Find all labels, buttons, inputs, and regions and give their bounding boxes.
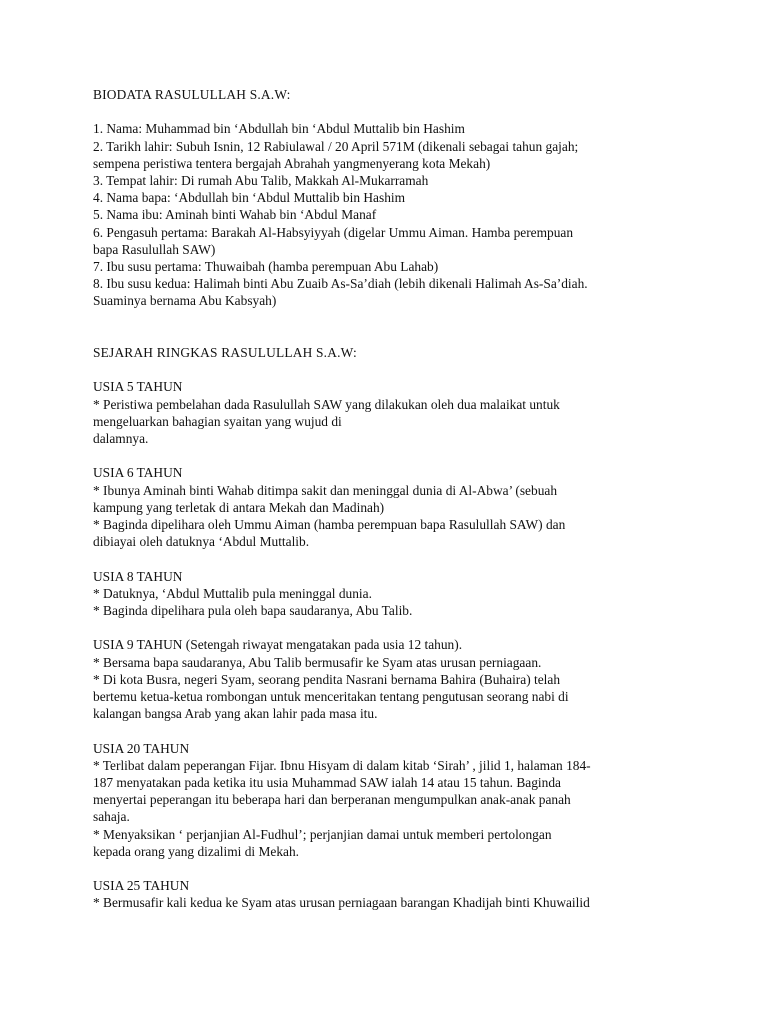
age-block-25 [93,877,733,911]
age-line: * Baginda dipelihara pula oleh bapa saudaranya, Abu Talib. [93,603,413,619]
age-title: USIA 20 TAHUN [93,740,190,756]
age-line: menyertai peperangan itu beberapa hari dan berperanan mengumpulkan anak-anak panah [93,792,571,808]
age-line: * Terlibat dalam peperangan Fijar. Ibnu Hisyam di dalam kitab ‘Sirah’ , jilid 1, halaman 184- [93,757,591,773]
biodata-line: 6. Pengasuh pertama: Barakah Al-Habsyiyyah (digelar Ummu Aiman. Hamba perempuan [93,224,574,240]
age-title: USIA 8 TAHUN [93,568,183,584]
age-line: * Menyaksikan ‘ perjanjian Al-Fudhul’; perjanjian damai untuk memberi pertolongan [93,826,552,842]
age-title: USIA 6 TAHUN [93,465,183,481]
biodata-line: 1. Nama: Muhammad bin ‘Abdullah bin ‘Abdul Muttalib bin Hashim [93,121,465,137]
age-line: 187 menyatakan pada ketika itu usia Muhammad SAW ialah 14 atau 15 tahun. Baginda [93,775,561,791]
biodata-heading: BIODATA RASULULLAH S.A.W: [93,87,291,102]
age-line: dalamnya. [93,431,149,447]
age-line: dibiayai oleh datuknya ‘Abdul Muttalib. [93,534,310,550]
biodata-line: 5. Nama ibu: Aminah binti Wahab bin ‘Abdul Manaf [93,207,377,223]
biodata-line: 3. Tempat lahir: Di rumah Abu Talib, Makkah Al-Mukarramah [93,173,429,188]
biodata-line: 8. Ibu susu kedua: Halimah binti Abu Zuaib As-Sa’diah (lebih dikenali Halimah As-Sa’diah. [93,276,588,292]
age-line: kepada orang yang dizalimi di Mekah. [93,843,299,859]
biodata-list [93,120,733,309]
biodata-line: bapa Rasulullah SAW) [93,241,216,257]
age-block-20 [93,740,733,860]
age-line: sahaja. [93,809,130,825]
age-line: bertemu ketua-ketua rombongan untuk menceritakan tentang pengutusan seorang nabi di [93,689,569,705]
biodata-line: 7. Ibu susu pertama: Thuwaibah (hamba perempuan Abu Lahab) [93,259,439,275]
age-line: * Bersama bapa saudaranya, Abu Talib bermusafir ke Syam atas urusan perniagaan. [93,654,542,670]
biodata-line: Suaminya bernama Abu Kabsyah) [93,293,277,309]
biodata-line: sempena peristiwa tentera bergajah Abrahah yangmenyerang kota Mekah) [93,155,491,171]
age-line: * Ibunya Aminah binti Wahab ditimpa sakit dan meninggal dunia di Al-Abwa’ (sebuah [93,482,558,498]
age-line: kampung yang terletak di antara Mekah dan Madinah) [93,499,385,515]
age-line: mengeluarkan bahagian syaitan yang wujud di [93,413,342,429]
age-line: kalangan bangsa Arab yang akan lahir pada masa itu. [93,706,378,722]
age-title: USIA 25 TAHUN [93,878,190,894]
sejarah-section [93,344,733,912]
age-line: * Peristiwa pembelahan dada Rasulullah SAW yang dilakukan oleh dua malaikat untuk [93,396,560,412]
biodata-line: 4. Nama bapa: ‘Abdullah bin ‘Abdul Muttalib bin Hashim [93,190,406,206]
sejarah-heading: SEJARAH RINGKAS RASULULLAH S.A.W: [93,345,357,361]
age-line: * Datuknya, ‘Abdul Muttalib pula meninggal dunia. [93,585,372,601]
age-block-9 [93,636,733,722]
age-title: USIA 5 TAHUN [93,379,183,395]
age-title: USIA 9 TAHUN (Setengah riwayat mengatakan pada usia 12 tahun). [93,637,463,653]
age-line: * Baginda dipelihara oleh Ummu Aiman (hamba perempuan bapa Rasulullah SAW) dan [93,517,566,533]
age-line: * Di kota Busra, negeri Syam, seorang pendita Nasrani bernama Bahira (Buhaira) telah [93,671,561,687]
document-page [93,86,733,912]
age-line: * Bermusafir kali kedua ke Syam atas urusan perniagaan barangan Khadijah binti Khuwailid [93,895,590,911]
age-block-8 [93,568,733,620]
biodata-section [93,86,733,310]
age-block-5 [93,378,733,447]
section-divider-space [93,310,733,344]
age-block-6 [93,464,733,550]
biodata-line: 2. Tarikh lahir: Subuh Isnin, 12 Rabiulawal / 20 April 571M (dikenali sebagai tahun gajah; [93,138,579,154]
